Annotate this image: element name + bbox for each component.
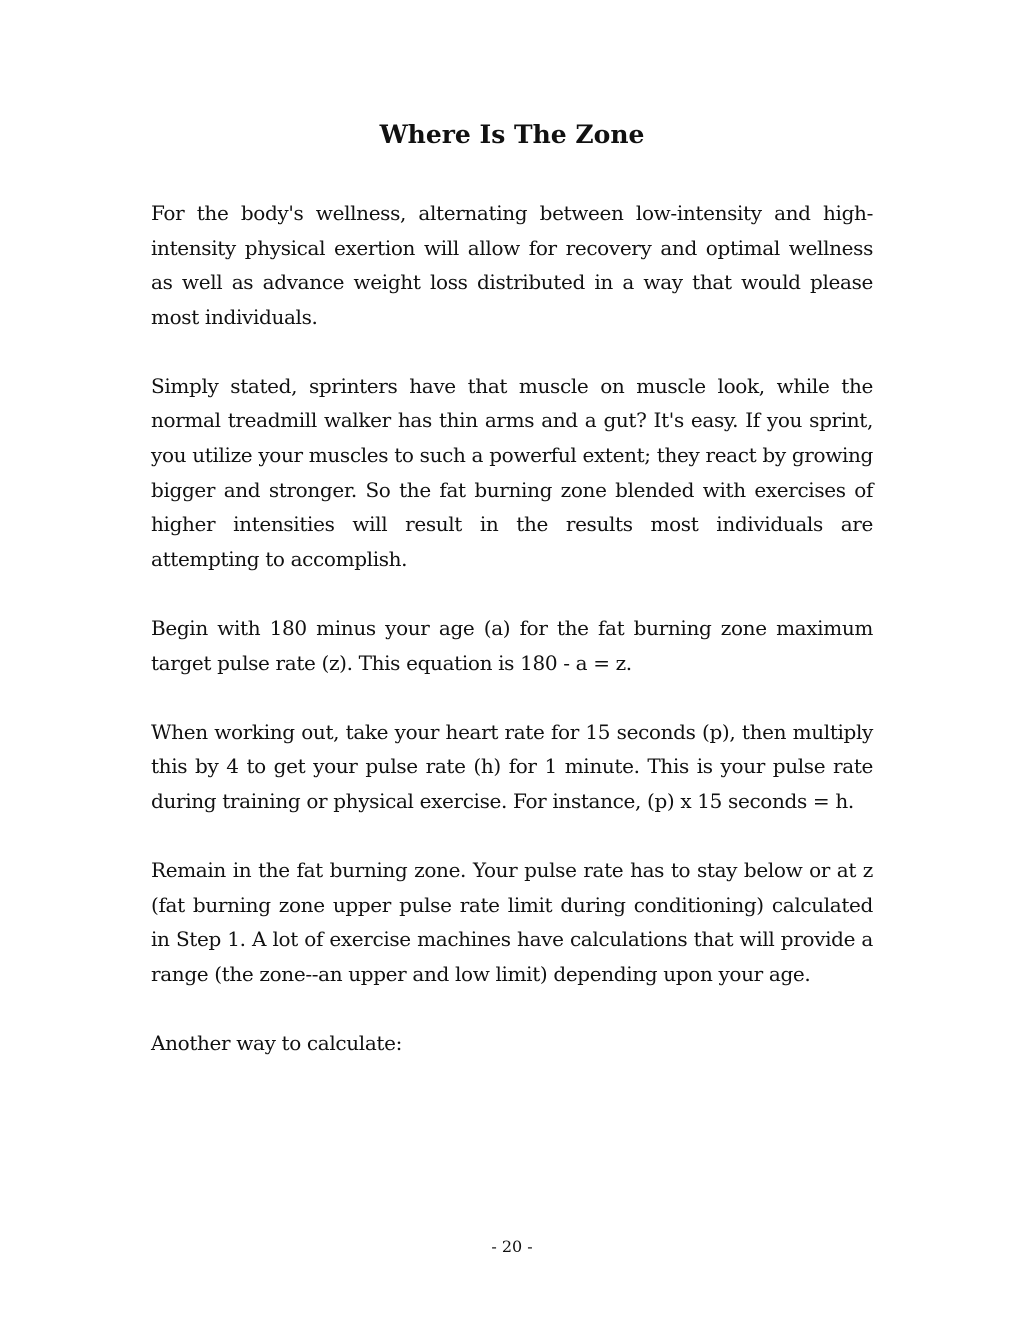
page-title: Where Is The Zone	[379, 120, 645, 149]
page-number: - 20 -	[491, 1237, 533, 1256]
paragraph: Another way to calculate:	[151, 1030, 402, 1055]
paragraph: Remain in the fat burning zone. Your pulse rate has to stay below or at z (fat burning zone upper pulse rate limit during conditioning) calculated in Step 1. A lot of exercise machines have calculations that will provide a range (the zone--an upper and low limit) depending upon your age.	[151, 857, 873, 986]
paragraph: Simply stated, sprinters have that muscle on muscle look, while the normal treadmill walker has thin arms and a gut? It's easy. If you sprint, you utilize your muscles to such a powerful extent; they react by growing bigger and stronger. So the fat burning zone blended with exercises of higher intensities will result in the results most individuals are attempting to accomplish.	[151, 373, 873, 571]
paragraph: Begin with 180 minus your age (a) for the fat burning zone maximum target pulse rate (z). This equation is 180 - a = z.	[151, 615, 873, 675]
paragraph: For the body's wellness, alternating between low-intensity and high-intensity physical exertion will allow for recovery and optimal wellness as well as advance weight loss distributed in a way that would please most individuals.	[151, 201, 873, 329]
body-text	[151, 196, 873, 1095]
paragraph: When working out, take your heart rate for 15 seconds (p), then multiply this by 4 to get your pulse rate (h) for 1 minute. This is your pulse rate during training or physical exercise. For instance, (p) x 15 seconds = h.	[151, 719, 873, 813]
